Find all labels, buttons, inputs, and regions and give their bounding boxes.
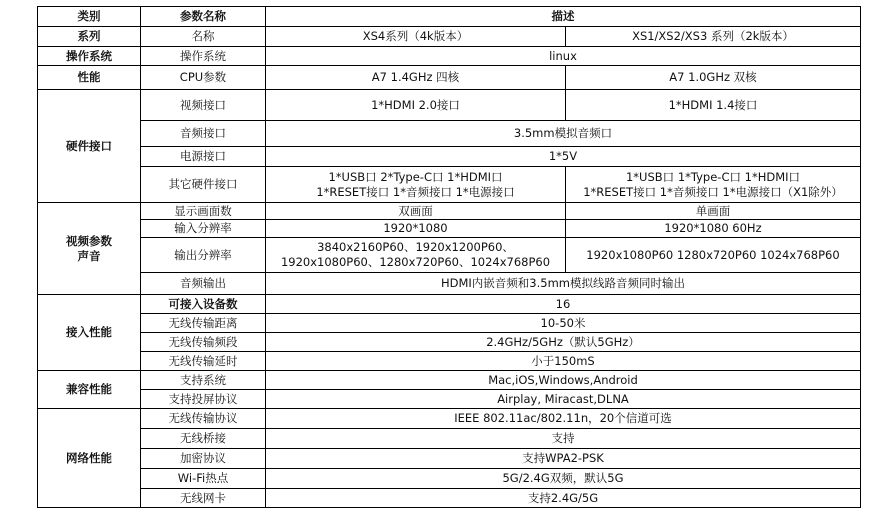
category-cell: 兼容性能 — [38, 371, 141, 409]
table-row — [38, 147, 861, 167]
header-row — [38, 7, 861, 27]
category-cell: 硬件接口 — [38, 90, 141, 203]
value-cell: A7 1.0GHz 双核 — [566, 66, 861, 90]
category-cell — [38, 203, 141, 295]
table-row — [38, 220, 861, 238]
table-row — [38, 314, 861, 333]
category-cell: 性能 — [38, 66, 141, 90]
param-cell: 视频接口 — [141, 90, 266, 121]
value-cell: 1*HDMI 2.0接口 — [266, 90, 566, 121]
value-cell: XS4系列（4k版本） — [266, 27, 566, 47]
param-cell: 电源接口 — [141, 147, 266, 167]
value-cell: 1920*1080 — [266, 220, 566, 238]
value-cell: XS1/XS2/XS3 系列（2k版本） — [566, 27, 861, 47]
value-cell: 单画面 — [566, 203, 861, 220]
table-row — [38, 238, 861, 273]
table-row — [38, 203, 861, 220]
value-line: 1*USB口 1*Type-C口 1*HDMI口 — [625, 169, 801, 184]
param-cell: CPU参数 — [141, 66, 266, 90]
value-cell: 1*HDMI 1.4接口 — [566, 90, 861, 121]
table-row — [38, 352, 861, 371]
table-row — [38, 47, 861, 66]
value-cell: 5G/2.4G双频，默认5G — [266, 469, 861, 489]
value-cell: 1*5V — [266, 147, 861, 167]
param-cell: 无线传输距离 — [141, 314, 266, 333]
table-row — [38, 489, 861, 508]
category-line: 视频参数 — [66, 233, 112, 248]
param-cell: 输出分辨率 — [141, 238, 266, 273]
value-line: 3840x2160P60、1920x1200P60、 — [317, 240, 514, 254]
table-row — [38, 273, 861, 295]
table-row — [38, 390, 861, 409]
param-cell: 无线桥接 — [141, 429, 266, 449]
param-cell: 可接入设备数 — [141, 295, 266, 314]
header-category: 类别 — [38, 7, 141, 27]
param-cell: 无线传输频段 — [141, 333, 266, 352]
param-cell: 支持系统 — [141, 371, 266, 390]
table-row — [38, 429, 861, 449]
table-row — [38, 167, 861, 203]
table-row — [38, 27, 861, 47]
param-cell: 支持投屏协议 — [141, 390, 266, 409]
param-cell: 显示画面数 — [141, 203, 266, 220]
header-param: 参数名称 — [141, 7, 266, 27]
param-cell: 操作系统 — [141, 47, 266, 66]
value-cell: IEEE 802.11ac/802.11n，20个信道可选 — [266, 409, 861, 429]
table-row — [38, 449, 861, 469]
value-cell: 2.4GHz/5GHz（默认5GHz） — [266, 333, 861, 352]
value-line: 1*RESET接口 1*音频接口 1*电源接口（X1除外） — [583, 184, 843, 199]
value-line: 1*USB口 2*Type-C口 1*HDMI口 — [328, 169, 503, 184]
spec-table — [37, 6, 861, 508]
value-cell: 支持 — [266, 429, 861, 449]
table-row — [38, 90, 861, 121]
param-cell: Wi-Fi热点 — [141, 469, 266, 489]
param-cell: 无线网卡 — [141, 489, 266, 508]
value-cell: 1920*1080 60Hz — [566, 220, 861, 238]
param-cell: 其它硬件接口 — [141, 167, 266, 203]
value-cell: Mac,iOS,Windows,Android — [266, 371, 861, 390]
category-cell: 接入性能 — [38, 295, 141, 371]
category-cell: 操作系统 — [38, 47, 141, 66]
header-desc: 描述 — [266, 7, 861, 27]
value-cell: 1920x1080P60 1280x720P60 1024x768P60 — [566, 238, 861, 273]
param-cell: 输入分辨率 — [141, 220, 266, 238]
value-line: 1*RESET接口 1*音频接口 1*电源接口 — [316, 184, 515, 199]
value-cell: 3.5mm模拟音频口 — [266, 121, 861, 147]
value-cell: 10-50米 — [266, 314, 861, 333]
param-cell: 无线传输延时 — [141, 352, 266, 371]
value-cell: linux — [266, 47, 861, 66]
value-cell: 小于150mS — [266, 352, 861, 371]
value-line: 1920x1080P60、1280x720P60、1024x768P60 — [280, 255, 551, 269]
table-row — [38, 121, 861, 147]
value-cell — [266, 167, 566, 203]
value-cell: 支持WPA2-PSK — [266, 449, 861, 469]
value-cell: 双画面 — [266, 203, 566, 220]
table-row — [38, 371, 861, 390]
table-row — [38, 66, 861, 90]
param-cell: 音频输出 — [141, 273, 266, 295]
param-cell: 音频接口 — [141, 121, 266, 147]
table-row — [38, 295, 861, 314]
value-cell: Airplay, Miracast,DLNA — [266, 390, 861, 409]
category-cell: 系列 — [38, 27, 141, 47]
value-cell: HDMI内嵌音频和3.5mm模拟线路音频同时输出 — [266, 273, 861, 295]
param-cell: 加密协议 — [141, 449, 266, 469]
value-cell: 支持2.4G/5G — [266, 489, 861, 508]
param-cell: 无线传输协议 — [141, 409, 266, 429]
param-cell: 名称 — [141, 27, 266, 47]
value-cell: A7 1.4GHz 四核 — [266, 66, 566, 90]
category-line: 声音 — [77, 248, 101, 263]
table-row — [38, 333, 861, 352]
category-cell: 网络性能 — [38, 409, 141, 508]
value-cell: 16 — [266, 295, 861, 314]
table-row — [38, 409, 861, 429]
value-cell — [566, 167, 861, 203]
value-cell — [266, 238, 566, 273]
table-row — [38, 469, 861, 489]
